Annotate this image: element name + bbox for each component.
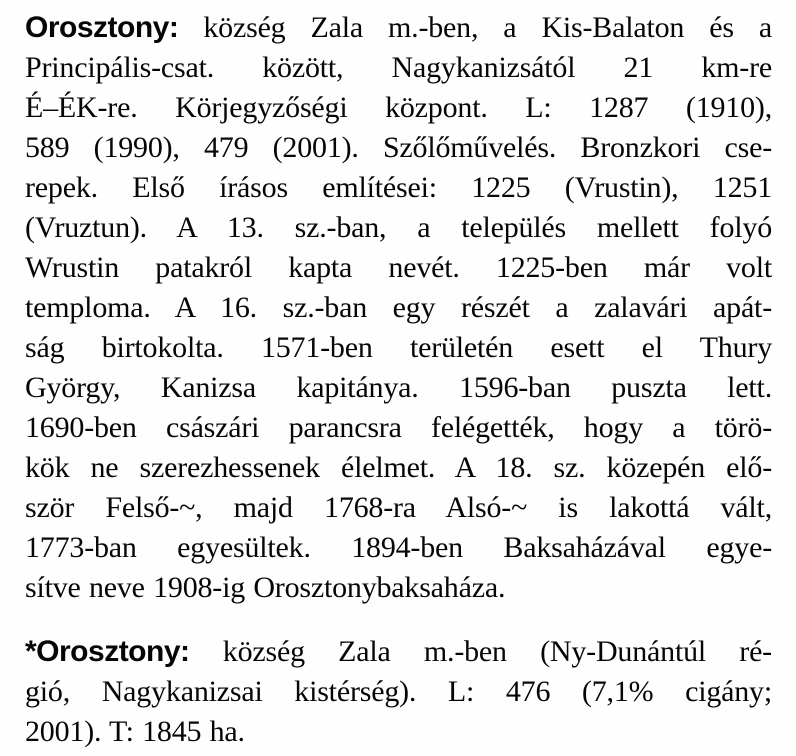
text-line (25, 8, 772, 48)
text-line: 1773-ban egyesültek. 1894-ben Baksaházával egye- (25, 531, 772, 564)
text-line: É–ÉK-re. Körjegyzőségi központ. L: 1287 (1910), (25, 91, 772, 124)
text-line-rest: község Zala m.-ben, a Kis-Balaton és a (203, 11, 772, 44)
text-line: ság birtokolta. 1571-ben területén esett el Thury (25, 331, 772, 364)
text-line: (Vruztun). A 13. sz.-ban, a település mellett folyó (25, 211, 772, 244)
text-line: 589 (1990), 479 (2001). Szőlőművelés. Bronzkori cse- (25, 131, 772, 164)
text-line: sítve neve 1908-ig Orosztonybaksaháza. (25, 571, 506, 604)
entry-paragraph (25, 632, 772, 752)
entry-headword: Orosztony: (25, 11, 179, 44)
text-line: temploma. A 16. sz.-ban egy részét a zalavári apát- (25, 291, 772, 324)
text-line: gió, Nagykanizsai kistérség). L: 476 (7,1% cigány; (25, 675, 772, 708)
text-line-rest: község Zala m.-ben (Ny-Dunántúl ré- (222, 635, 772, 668)
text-line: György, Kanizsa kapitánya. 1596-ban puszta lett. (25, 371, 772, 404)
text-line (25, 632, 772, 672)
entry-paragraph (25, 8, 772, 608)
entry-headword: *Orosztony: (25, 635, 190, 668)
text-line: ször Felső-~, majd 1768-ra Alsó-~ is lakottá vált, (25, 491, 772, 524)
text-line: kök ne szerezhessenek élelmet. A 18. sz. közepén elő- (25, 451, 772, 484)
text-line: 1690-ben császári parancsra felégették, hogy a törö- (25, 411, 772, 444)
text-line: Wrustin patakról kapta nevét. 1225-ben már volt (25, 251, 772, 284)
text-line: repek. Első írásos említései: 1225 (Vrustin), 1251 (25, 171, 772, 204)
text-line: 2001). T: 1845 ha. (25, 715, 245, 748)
text-line: Principális-csat. között, Nagykanizsától 21 km-re (25, 51, 772, 84)
